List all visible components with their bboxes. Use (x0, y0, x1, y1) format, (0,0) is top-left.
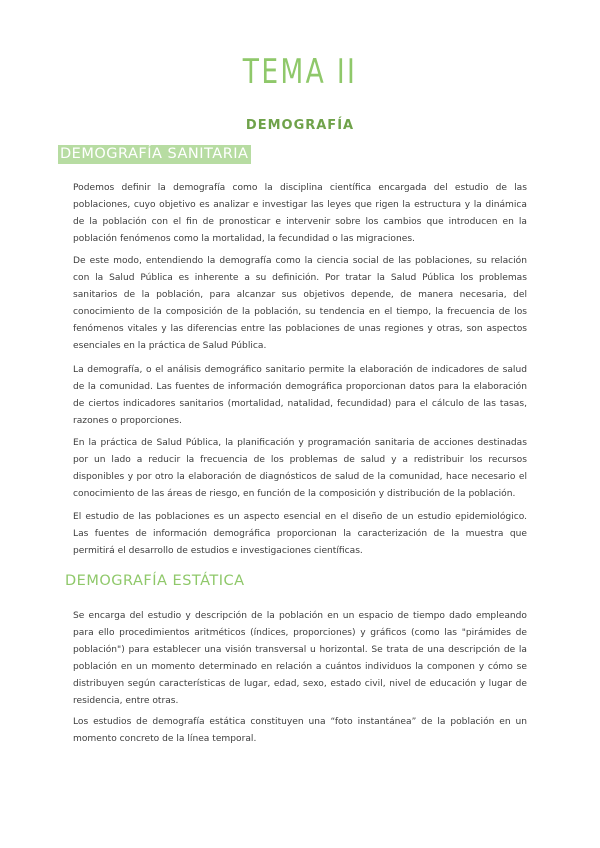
paragraph: De este modo, entendiendo la demografía como la ciencia social de las poblaciones, su relación con la Salud Pública es inherente a su definición. Por tratar la Salud Pública los problemas sanitarios de la población, para alcanzar sus objetivos depende, de manera necesaria, del conocimiento de la composición de la población, su tendencia en el tiempo, la frecuencia de los fenómenos vitales y las diferencias entre las poblaciones de unas regiones y otras, son aspectos esenciales en la práctica de Salud Pública. (73, 256, 527, 352)
section-heading-demografia-estatica: DEMOGRAFÍA ESTÁTICA (65, 573, 245, 589)
document-title: TEMA II (242, 52, 358, 92)
paragraph: El estudio de las poblaciones es un aspecto esencial en el diseño de un estudio epidemiológico. Las fuentes de información demográfica proporcionan la caracterización de la muestra que permitirá el desarrollo de estudios e investigaciones científicas. (73, 512, 527, 557)
paragraph: Se encarga del estudio y descripción de la población en un espacio de tiempo dado empleando para ello procedimientos aritméticos (índices, proporciones) y gráficos (como las "pirámides de población") para establecer una visión transversal u horizontal. Se trata de una descripción de la población en un momento determinado en relación a cuántos individuos la componen y cómo se distribuyen según características de lugar, edad, sexo, estado civil, nivel de educación y lugar de residencia, entre otras. (73, 611, 527, 707)
section-heading-demografia-sanitaria: DEMOGRAFÍA SANITARIA (58, 145, 251, 164)
paragraph: Los estudios de demografía estática constituyen una “foto instantánea” de la población en un momento concreto de la línea temporal. (73, 717, 527, 745)
paragraph: En la práctica de Salud Pública, la planificación y programación sanitaria de acciones destinadas por un lado a reducir la frecuencia de los problemas de salud y a redistribuir los recursos disponibles y por otro la elaboración de diagnósticos de salud de la comunidad, hace necesario el conocimiento de las áreas de riesgo, en función de la composición y distribución de la población. (73, 438, 527, 500)
paragraph: La demografía, o el análisis demográfico sanitario permite la elaboración de indicadores de salud de la comunidad. Las fuentes de información demográfica proporcionan datos para la elaboración de ciertos indicadores sanitarios (mortalidad, natalidad, fecundidad) para el cálculo de las tasas, razones o proporciones. (73, 365, 527, 427)
paragraph: Podemos definir la demografía como la disciplina científica encargada del estudio de las poblaciones, cuyo objetivo es analizar e investigar las leyes que rigen la estructura y la dinámica de la población con el fin de pronosticar e intervenir sobre los cambios que introducen en la población fenómenos como la mortalidad, la fecundidad o las migraciones. (73, 183, 527, 245)
document-subtitle: DEMOGRAFÍA (245, 118, 355, 133)
